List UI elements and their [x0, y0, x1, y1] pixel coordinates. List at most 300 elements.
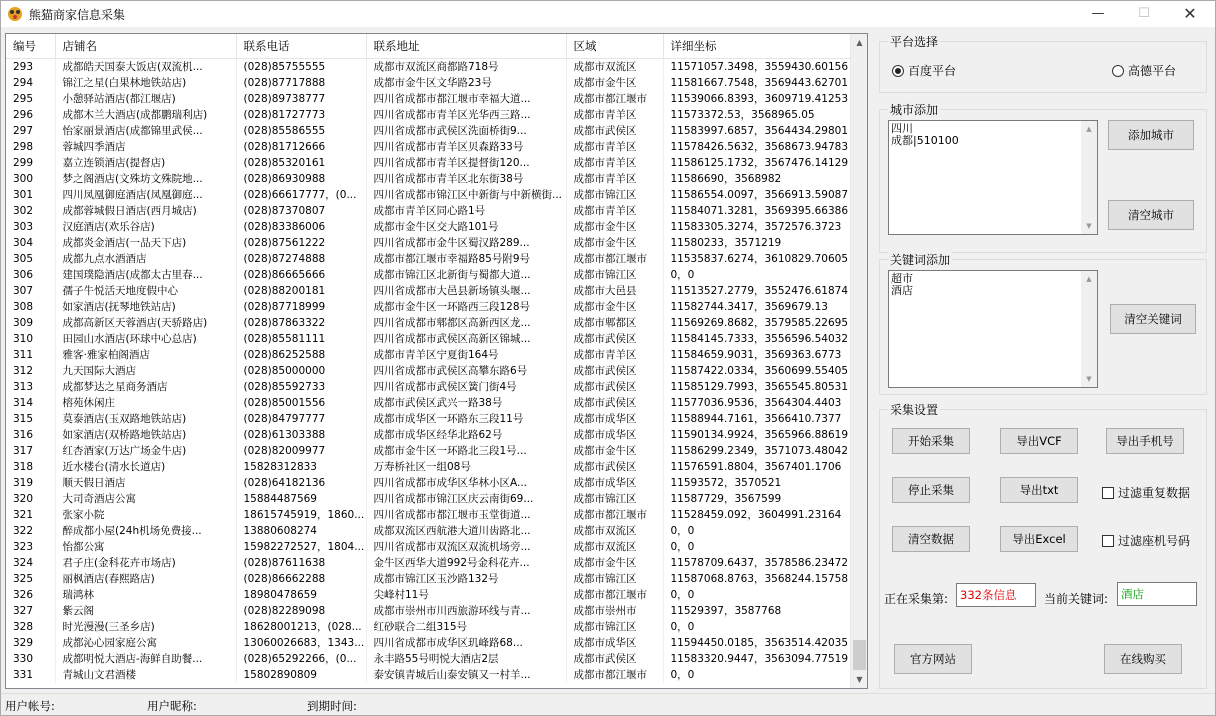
table-row[interactable]	[6, 635, 851, 651]
table-row[interactable]	[6, 171, 851, 187]
table-cell: 11586554.0097，3566913.59087	[663, 187, 851, 203]
table-cell: 成都市锦江区玉沙路132号	[366, 571, 566, 587]
table-cell: 成都沁心园家庭公寓	[55, 635, 236, 651]
table-cell: 金牛区西华大道992号金科花卉...	[366, 555, 566, 571]
export-txt-button[interactable]: 导出txt	[1000, 477, 1078, 503]
column-header[interactable]: 店铺名	[55, 34, 236, 58]
table-cell: 成都市武侯区	[566, 379, 663, 395]
table-cell: 315	[6, 411, 55, 427]
table-cell: 如家酒店(抚琴地铁站店)	[55, 299, 236, 315]
table-cell: (028)87717888	[236, 75, 366, 91]
table-row[interactable]	[6, 555, 851, 571]
keyword-line: 酒店	[891, 284, 913, 297]
table-cell: 11583305.3274，3572576.3723	[663, 219, 851, 235]
table-cell: 成都市金牛区一环路西三段128号	[366, 299, 566, 315]
filter-landline-checkbox[interactable]	[1102, 532, 1190, 549]
table-cell: (028)86252588	[236, 347, 366, 363]
table-cell: 成都市金牛区一环路北三段1号...	[366, 443, 566, 459]
table-cell: 青城山文君酒楼	[55, 667, 236, 683]
table-cell: 0，0	[663, 267, 851, 283]
table-cell: 11573372.53，3568965.05	[663, 107, 851, 123]
table-cell: 顺天假日酒店	[55, 475, 236, 491]
table-cell: 成都市都江堰市	[566, 667, 663, 683]
table-cell: 四川省成都市武侯区簧门街4号	[366, 379, 566, 395]
table-cell: 314	[6, 395, 55, 411]
table-cell: 成都市武侯区武兴一路38号	[366, 395, 566, 411]
table-row[interactable]	[6, 443, 851, 459]
table-cell: 成都市金牛区	[566, 299, 663, 315]
table-cell: 成都市都江堰市	[566, 251, 663, 267]
table-cell: (028)85581111	[236, 331, 366, 347]
table-cell: 成都明悦大酒店-海鲜自助餐...	[55, 651, 236, 667]
column-header[interactable]: 联系地址	[366, 34, 566, 58]
table-cell: 299	[6, 155, 55, 171]
table-cell: 醉成都小屋(24h机场免费接...	[55, 523, 236, 539]
table-cell: 11539066.8393，3609719.41253	[663, 91, 851, 107]
table-cell: 红杏酒家(万达广场金牛店)	[55, 443, 236, 459]
official-website-button[interactable]: 官方网站	[894, 644, 972, 674]
table-cell: 丽枫酒店(春熙路店)	[55, 571, 236, 587]
table-cell: 成都皓天国泰大饭店(双流机...	[55, 58, 236, 75]
table-row[interactable]	[6, 507, 851, 523]
table-cell: 11583320.9447，3563094.77519	[663, 651, 851, 667]
table-cell: 11584145.7333，3556596.54032	[663, 331, 851, 347]
table-cell: 295	[6, 91, 55, 107]
table-cell: 怡家丽景酒店(成都锦里武侯...	[55, 123, 236, 139]
table-cell: 成都梦达之星商务酒店	[55, 379, 236, 395]
table-cell: 永丰路55号明悦大酒店2层	[366, 651, 566, 667]
minimize-button[interactable]: —	[1091, 6, 1105, 21]
checkbox-icon	[1102, 487, 1114, 499]
table-cell: 成都炎金酒店(一品天下店)	[55, 235, 236, 251]
table-cell: 时光漫漫(三圣乡店)	[55, 619, 236, 635]
table-row[interactable]	[6, 603, 851, 619]
table-cell: 成都市青羊区	[566, 107, 663, 123]
table-cell: 309	[6, 315, 55, 331]
table-cell: 成都市成华区	[566, 427, 663, 443]
table-cell: 11583997.6857，3564434.29801	[663, 123, 851, 139]
table-cell: 如家酒店(双桥路地铁站店)	[55, 427, 236, 443]
table-cell: (028)88200181	[236, 283, 366, 299]
table-cell: 成都市锦江区	[566, 267, 663, 283]
table-cell: 307	[6, 283, 55, 299]
table-cell: 304	[6, 235, 55, 251]
table-cell: 成都市成华区经华北路62号	[366, 427, 566, 443]
table-cell: 320	[6, 491, 55, 507]
table-cell: 321	[6, 507, 55, 523]
table-cell: 11571057.3498，3559430.60156	[663, 58, 851, 75]
table-cell: 18628001213，(028...	[236, 619, 366, 635]
data-grid[interactable]	[5, 33, 868, 689]
table-cell: 327	[6, 603, 55, 619]
keyword-legend: 关键词添加	[890, 253, 951, 267]
column-header[interactable]: 联系电话	[236, 34, 366, 58]
table-cell: 11586125.1732，3567476.14129	[663, 155, 851, 171]
table-cell: 329	[6, 635, 55, 651]
user-nickname-label: 用户昵称:	[147, 699, 197, 713]
table-cell: 成都市双流区商都路718号	[366, 58, 566, 75]
table-cell: 成都市成华区	[566, 475, 663, 491]
table-cell: 四川省成都市青羊区光华西三路...	[366, 107, 566, 123]
table-cell: 成都市金牛区	[566, 219, 663, 235]
table-cell: 18615745919，1860...	[236, 507, 366, 523]
table-cell: 四川省成都市锦江区中新街与中新横街...	[366, 187, 566, 203]
table-cell: 11585129.7993，3565545.80531	[663, 379, 851, 395]
clear-city-button[interactable]: 清空城市	[1108, 200, 1194, 230]
table-cell: (028)85592733	[236, 379, 366, 395]
table-row[interactable]	[6, 587, 851, 603]
title-bar	[1, 1, 1215, 27]
table-cell: 成都市成华区	[566, 635, 663, 651]
table-cell: 316	[6, 427, 55, 443]
collect-group	[879, 403, 1207, 689]
table-cell: 11594450.0185，3563514.42035	[663, 635, 851, 651]
table-cell: (028)83386006	[236, 219, 366, 235]
table-cell: (028)82009977	[236, 443, 366, 459]
table-cell: 梦之阁酒店(文殊坊文殊院地...	[55, 171, 236, 187]
table-cell: 四川省成都市大邑县新场镇头堰...	[366, 283, 566, 299]
table-row[interactable]	[6, 459, 851, 475]
table-cell: (028)86662288	[236, 571, 366, 587]
filter-duplicate-label: 过滤重复数据	[1118, 486, 1191, 500]
city-line: 成都|510100	[891, 134, 959, 147]
table-cell: 15802890809	[236, 667, 366, 683]
baidu-label: 百度平台	[908, 64, 957, 78]
table-cell: 311	[6, 347, 55, 363]
add-city-button[interactable]: 添加城市	[1108, 120, 1194, 150]
table-cell: (028)85000000	[236, 363, 366, 379]
window-title: 熊猫商家信息采集	[29, 8, 126, 22]
table-cell: (028)81727773	[236, 107, 366, 123]
table-cell: 11513527.2779，3552476.61874	[663, 283, 851, 299]
table-cell: 0，0	[663, 523, 851, 539]
maximize-button[interactable]: ☐	[1138, 6, 1150, 21]
current-keyword-field: 酒店	[1117, 582, 1197, 606]
table-cell: 13060026683，1343...	[236, 635, 366, 651]
table-cell: 红砂联合二组315号	[366, 619, 566, 635]
table-cell: 成都市金牛区	[566, 235, 663, 251]
table-cell: 297	[6, 123, 55, 139]
table-cell: 成都市武侯区	[566, 363, 663, 379]
table-cell: 11586690，3568982	[663, 171, 851, 187]
table-row[interactable]	[6, 283, 851, 299]
table-cell: 301	[6, 187, 55, 203]
table-cell: 303	[6, 219, 55, 235]
filter-duplicate-checkbox[interactable]	[1102, 484, 1190, 501]
table-cell: 成都市都江堰市	[566, 587, 663, 603]
table-row[interactable]	[6, 251, 851, 267]
clear-data-button[interactable]: 清空数据	[892, 526, 970, 552]
table-cell: 15982272527，1804...	[236, 539, 366, 555]
collecting-label: 正在采集第:	[884, 592, 949, 606]
start-collect-button[interactable]: 开始采集	[892, 428, 970, 454]
table-cell: 成都市都江堰市	[566, 507, 663, 523]
table-cell: 榕苑休闲庄	[55, 395, 236, 411]
table-cell: 成都市锦江区北新街与蜀都大道...	[366, 267, 566, 283]
gaode-radio[interactable]	[1112, 62, 1176, 79]
table-cell: 小憩驿站酒店(都江堰店)	[55, 91, 236, 107]
table-row[interactable]	[6, 331, 851, 347]
control-panel	[871, 29, 1213, 693]
table-cell: 成都市金牛区	[566, 555, 663, 571]
table-cell: 331	[6, 667, 55, 683]
table-cell: 泰安镇青城后山泰安镇又一村羊...	[366, 667, 566, 683]
table-cell: 成都市青羊区	[566, 139, 663, 155]
table-cell: 成都市金牛区	[566, 75, 663, 91]
table-cell: 11593572，3570521	[663, 475, 851, 491]
city-textarea[interactable]	[888, 120, 1098, 235]
table-cell: 汉庭酒店(欢乐谷店)	[55, 219, 236, 235]
table-cell: 成都市青羊区	[566, 171, 663, 187]
keyword-group	[879, 253, 1207, 395]
table-row[interactable]	[6, 619, 851, 635]
vertical-scrollbar[interactable]	[850, 34, 867, 688]
export-vcf-button[interactable]: 导出VCF	[1000, 428, 1078, 454]
table-cell: 成都市青羊区同心路1号	[366, 203, 566, 219]
table-row[interactable]	[6, 107, 851, 123]
table-cell: 四川省成都市锦江区庆云南街69...	[366, 491, 566, 507]
table-cell: 四川省成都市青羊区北东街38号	[366, 171, 566, 187]
column-header[interactable]: 区域	[566, 34, 663, 58]
table-cell: 313	[6, 379, 55, 395]
table-cell: 成都市锦江区	[566, 619, 663, 635]
table-cell: 325	[6, 571, 55, 587]
table-cell: (028)81712666	[236, 139, 366, 155]
table-cell: 君子庄(金科花卉市场店)	[55, 555, 236, 571]
current-keyword-label: 当前关键词:	[1044, 592, 1109, 606]
table-cell: 四川省成都市都江堰市玉堂街道...	[366, 507, 566, 523]
table-cell: 成都市青羊区	[566, 203, 663, 219]
table-cell: 11586299.2349，3571073.48042	[663, 443, 851, 459]
column-header[interactable]: 详细坐标	[663, 34, 851, 58]
table-cell: 成都市武侯区	[566, 459, 663, 475]
table-cell: 312	[6, 363, 55, 379]
table-cell: 田园山水酒店(环球中心总店)	[55, 331, 236, 347]
table-cell: 成都市锦江区	[566, 187, 663, 203]
table-row[interactable]	[6, 379, 851, 395]
keyword-textarea[interactable]	[888, 270, 1098, 388]
table-cell: 莫泰酒店(玉双路地铁站店)	[55, 411, 236, 427]
scroll-thumb[interactable]	[853, 640, 866, 670]
table-cell: 11590134.9924，3565966.88619	[663, 427, 851, 443]
table-row[interactable]	[6, 235, 851, 251]
table-cell: 308	[6, 299, 55, 315]
table-row[interactable]	[6, 139, 851, 155]
table-row[interactable]	[6, 315, 851, 331]
table-cell: 15828312833	[236, 459, 366, 475]
table-cell: 302	[6, 203, 55, 219]
table-cell: 323	[6, 539, 55, 555]
table-cell: 330	[6, 651, 55, 667]
collecting-count-field: 332条信息	[956, 583, 1036, 607]
export-excel-button[interactable]: 导出Excel	[1000, 526, 1078, 552]
close-button[interactable]: ✕	[1183, 4, 1197, 23]
table-cell: 雅客·雅家柏阁酒店	[55, 347, 236, 363]
table-cell: 11528459.092，3604991.23164	[663, 507, 851, 523]
table-cell: 成都市武侯区	[566, 651, 663, 667]
table-cell: 11584071.3281，3569395.66386	[663, 203, 851, 219]
column-header[interactable]: 编号	[6, 34, 55, 58]
table-cell: (028)87370807	[236, 203, 366, 219]
table-cell: (028)87863322	[236, 315, 366, 331]
table-cell: 成都市郫都区	[566, 315, 663, 331]
scroll-up-icon[interactable]: ▲	[856, 38, 863, 47]
table-row[interactable]	[6, 539, 851, 555]
table-cell: 成都木兰大酒店(成都鹏瑞利店)	[55, 107, 236, 123]
table-cell: 四川省成都市武侯区高攀东路6号	[366, 363, 566, 379]
platform-legend: 平台选择	[890, 35, 939, 49]
user-account-label: 用户帐号:	[5, 699, 55, 713]
table-row[interactable]	[6, 203, 851, 219]
filter-landline-label: 过滤座机号码	[1118, 534, 1191, 548]
table-row[interactable]	[6, 91, 851, 107]
keyword-line: 超市	[891, 272, 913, 285]
table-cell: 万寿桥社区一组08号	[366, 459, 566, 475]
gaode-label: 高德平台	[1128, 64, 1177, 78]
table-cell: 310	[6, 331, 55, 347]
table-cell: 11578709.6437，3578586.23472	[663, 555, 851, 571]
table-cell: 四川省成都市青羊区贝森路33号	[366, 139, 566, 155]
status-bar	[1, 693, 1215, 715]
table-cell: 11581667.7548，3569443.62701	[663, 75, 851, 91]
table-cell: 成都市金牛区	[566, 443, 663, 459]
table-cell: 11582744.3417，3569679.13	[663, 299, 851, 315]
table-cell: (028)65292266，(0...	[236, 651, 366, 667]
table-cell: 324	[6, 555, 55, 571]
table-cell: (028)87274888	[236, 251, 366, 267]
table-cell: 306	[6, 267, 55, 283]
table-row[interactable]	[6, 123, 851, 139]
table-cell: 322	[6, 523, 55, 539]
table-cell: 300	[6, 171, 55, 187]
table-cell: 298	[6, 139, 55, 155]
table-cell: 成都市青羊区	[566, 155, 663, 171]
table-cell: 13880608274	[236, 523, 366, 539]
table-row[interactable]	[6, 667, 851, 683]
table-cell: 成都市崇州市	[566, 603, 663, 619]
table-cell: 瑞鸿林	[55, 587, 236, 603]
table-cell: 18980478659	[236, 587, 366, 603]
table-cell: (028)89738777	[236, 91, 366, 107]
table-cell: 成都市都江堰市幸福路85号附9号	[366, 251, 566, 267]
table-row[interactable]	[6, 427, 851, 443]
table-row[interactable]	[6, 523, 851, 539]
table-cell: 11588944.7161，3566410.7377	[663, 411, 851, 427]
table-cell: 四川凤凰御庭酒店(凤凰御庭...	[55, 187, 236, 203]
table-row[interactable]	[6, 347, 851, 363]
table-row[interactable]	[6, 187, 851, 203]
table-cell: 11535837.6274，3610829.70605	[663, 251, 851, 267]
city-legend: 城市添加	[890, 103, 939, 117]
stop-collect-button[interactable]: 停止采集	[892, 477, 970, 503]
panda-logo-icon	[7, 6, 23, 22]
table-cell: 嘉立连锁酒店(提督店)	[55, 155, 236, 171]
table-row[interactable]	[6, 395, 851, 411]
table-row[interactable]	[6, 491, 851, 507]
city-group	[879, 103, 1207, 253]
table-row[interactable]	[6, 411, 851, 427]
city-textarea-scrollbar[interactable]: ▲ ▼	[1081, 121, 1097, 234]
table-cell: 四川省成都市武侯区高新区锦城...	[366, 331, 566, 347]
table-cell: 11569269.8682，3579585.22695	[663, 315, 851, 331]
table-cell: (028)85755555	[236, 58, 366, 75]
table-cell: 四川省成都市郫都区高新西区龙...	[366, 315, 566, 331]
table-cell: 成都市青羊区宁夏街164号	[366, 347, 566, 363]
table-cell: 11580233，3571219	[663, 235, 851, 251]
table-cell: 11587068.8763，3568244.15758	[663, 571, 851, 587]
table-row[interactable]	[6, 475, 851, 491]
collect-legend: 采集设置	[890, 403, 939, 417]
checkbox-icon	[1102, 535, 1114, 547]
table-cell: 成都市大邑县	[566, 283, 663, 299]
table-row[interactable]	[6, 75, 851, 91]
results-table	[6, 34, 852, 683]
buy-online-button[interactable]: 在线购买	[1104, 644, 1182, 674]
table-cell: 四川省成都市青羊区提督街120...	[366, 155, 566, 171]
table-cell: 九天国际大酒店	[55, 363, 236, 379]
keyword-textarea-scrollbar[interactable]: ▲ ▼	[1081, 271, 1097, 387]
table-cell: 成都市武侯区	[566, 123, 663, 139]
table-cell: 326	[6, 587, 55, 603]
table-row[interactable]	[6, 651, 851, 667]
table-cell: 0，0	[663, 587, 851, 603]
table-cell: (028)87718999	[236, 299, 366, 315]
table-cell: 294	[6, 75, 55, 91]
table-cell: 四川省成都市都江堰市幸福大道...	[366, 91, 566, 107]
table-cell: 11584659.9031，3569363.6773	[663, 347, 851, 363]
table-header	[6, 34, 851, 58]
table-row[interactable]	[6, 267, 851, 283]
table-cell: 四川省成都市金牛区蜀汉路289...	[366, 235, 566, 251]
table-cell: 成都市锦江区	[566, 491, 663, 507]
table-row[interactable]	[6, 571, 851, 587]
scroll-down-icon[interactable]: ▼	[856, 675, 863, 684]
table-cell: 11587422.0334，3560699.55405	[663, 363, 851, 379]
table-cell: 成都双流区西航港大道川齿路北...	[366, 523, 566, 539]
table-row[interactable]	[6, 219, 851, 235]
table-cell: 成都市锦江区	[566, 571, 663, 587]
table-row[interactable]	[6, 58, 851, 75]
table-cell: 11587729，3567599	[663, 491, 851, 507]
table-cell: 近水楼台(清水长道店)	[55, 459, 236, 475]
export-phone-button[interactable]: 导出手机号	[1106, 428, 1184, 454]
expire-time-label: 到期时间:	[307, 699, 357, 713]
table-row[interactable]	[6, 299, 851, 315]
table-cell: 大司奇酒店公寓	[55, 491, 236, 507]
table-cell: 四川省成都市双流区双流机场旁...	[366, 539, 566, 555]
table-cell: 成都高新区天蓉酒店(天骄路店)	[55, 315, 236, 331]
table-cell: 成都市双流区	[566, 58, 663, 75]
table-cell: 15884487569	[236, 491, 366, 507]
table-row[interactable]	[6, 155, 851, 171]
table-cell: 成都九点水酒酒店	[55, 251, 236, 267]
table-cell: 孺子牛悦活天地度假中心	[55, 283, 236, 299]
table-cell: 成都市双流区	[566, 523, 663, 539]
table-cell: 0，0	[663, 619, 851, 635]
baidu-radio[interactable]	[892, 62, 956, 79]
table-cell: 305	[6, 251, 55, 267]
table-cell: 建国璞隐酒店(成都太古里春...	[55, 267, 236, 283]
table-cell: 11578426.5632，3568673.94783	[663, 139, 851, 155]
table-cell: (028)86930988	[236, 171, 366, 187]
table-cell: (028)85586555	[236, 123, 366, 139]
table-cell: 11577036.9536，3564304.4403	[663, 395, 851, 411]
table-row[interactable]	[6, 363, 851, 379]
table-cell: (028)66617777，(0...	[236, 187, 366, 203]
table-cell: 319	[6, 475, 55, 491]
clear-keyword-button[interactable]: 清空关键词	[1110, 304, 1196, 334]
table-cell: 锦江之星(白果林地铁站店)	[55, 75, 236, 91]
